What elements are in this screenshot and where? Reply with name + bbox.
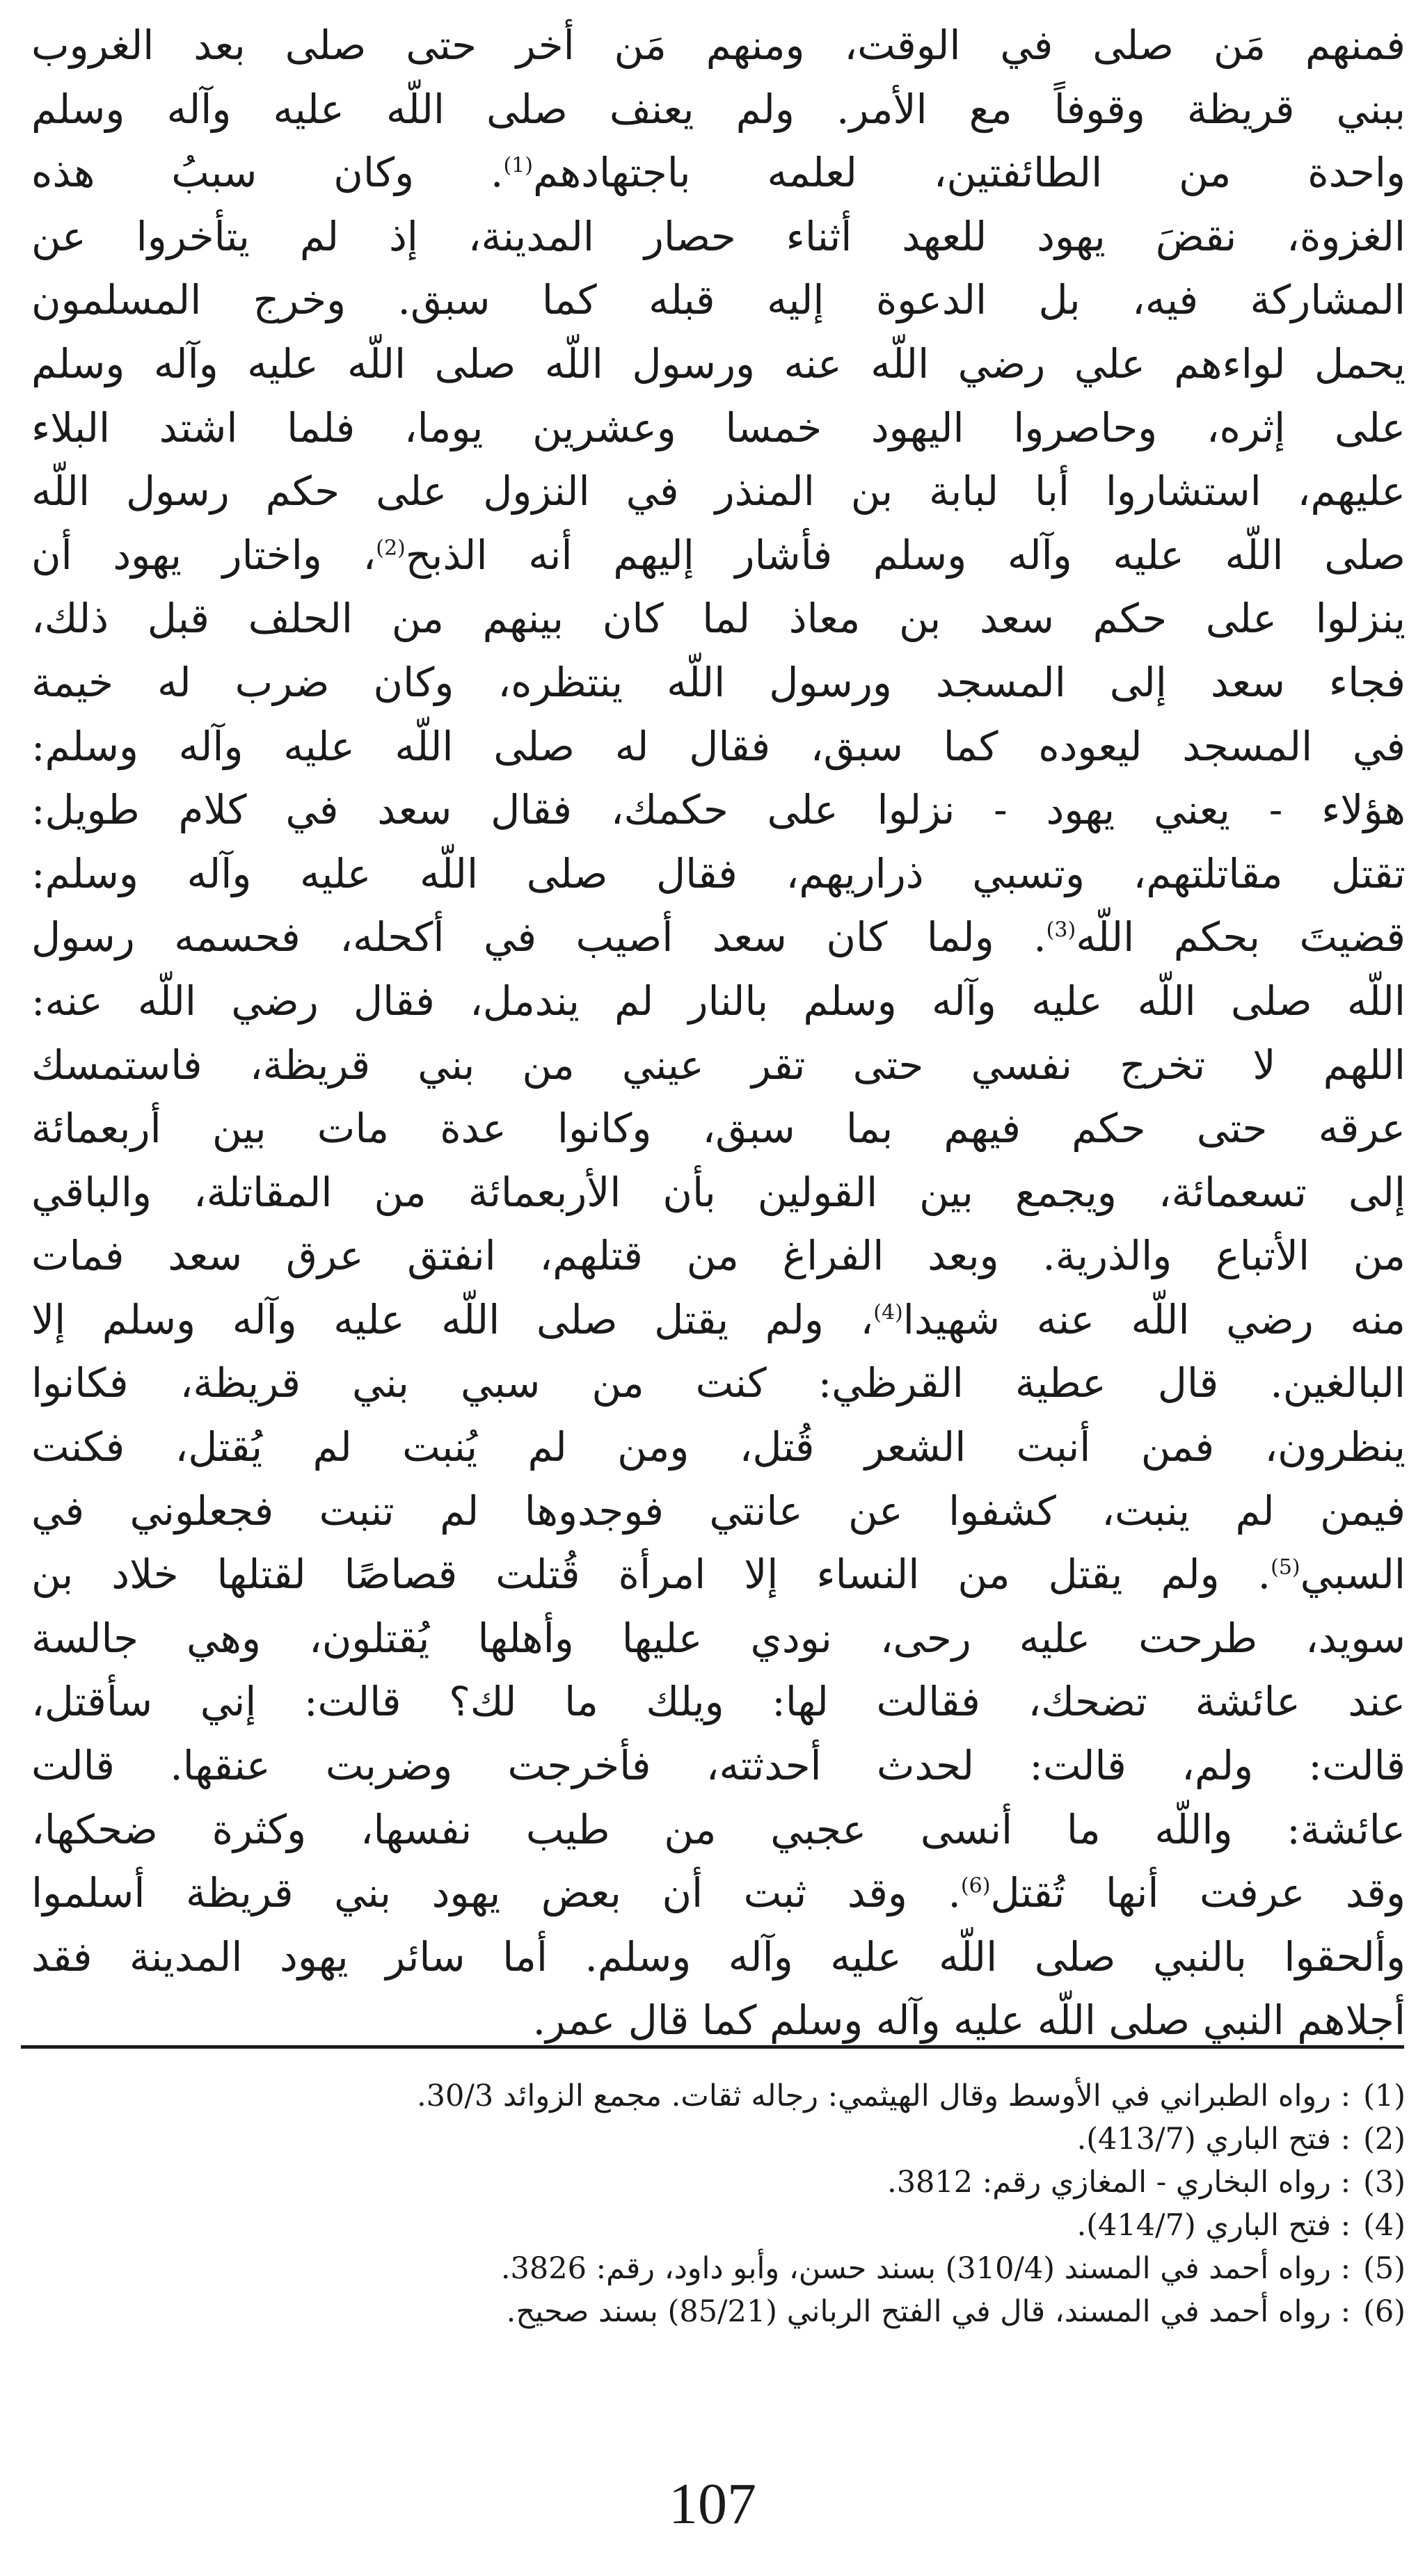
- text-fragment: واحدة من الطائفتين، لعلمه باجتهادهم: [532, 149, 1406, 197]
- text-line: المشاركة فيه، بل الدعوة إليه قبله كما سبق. وخرج المسلمون: [31, 276, 1406, 324]
- text-line: ينظرون، فمن أنبت الشعر قُتل، ومن لم يُنبت لم يُقتل، فكنت: [31, 1423, 1406, 1471]
- footnote-mark: (6): [960, 1873, 991, 1898]
- page-number: 107: [669, 2472, 756, 2536]
- footnote-text: : رواه البخاري - المغازي رقم: 3812.: [887, 2165, 1351, 2200]
- text-line: [31, 524, 1406, 588]
- footnote-number: (1): [1363, 2079, 1406, 2113]
- text-fragment: صلى اللّه عليه وآله وسلم فأشار إليهم أنه الذبح: [405, 531, 1406, 579]
- text-line: الغزوة، نقضَ يهود للعهد أثناء حصار المدينة، إذ لم يتأخروا عن: [31, 212, 1406, 260]
- footnote-number: (3): [1363, 2165, 1406, 2200]
- text-line: إلى تسعمائة، ويجمع بين القولين بأن الأربعمائة من المقاتلة، والباقي: [31, 1168, 1406, 1216]
- footnote: [31, 2074, 1406, 2118]
- footnote-text: : رواه أحمد في المسند (310/4) بسند حسن، وأبو داود، رقم: 3826.: [500, 2251, 1351, 2286]
- text-fragment: منه رضي اللّه عنه شهيدا: [902, 1295, 1406, 1343]
- text-fragment: ، واختار يهود أن: [31, 531, 376, 579]
- text-line: عليهم، استشاروا أبا لبابة بن المنذر في النزول على حكم رسول اللّه: [31, 467, 1406, 515]
- footnote-number: (2): [1363, 2122, 1406, 2157]
- text-line: عند عائشة تضحك، فقالت لها: ويلك ما لك؟ قالت: إني سأقتل،: [31, 1678, 1406, 1726]
- text-line: فيمن لم ينبت، كشفوا عن عانتي فوجدوها لم تنبت فجعلوني في: [31, 1487, 1406, 1535]
- footnote-text: : رواه أحمد في المسند، قال في الفتح الرباني (85/21) بسند صحيح.: [506, 2294, 1351, 2329]
- text-line: قالت: ولم، قالت: لحدث أحدثته، فأخرجت وضربت عنقها. قالت: [31, 1742, 1406, 1790]
- text-fragment: . وقد ثبت أن بعض يهود بني قريظة أسلموا: [31, 1869, 961, 1917]
- text-line: فجاء سعد إلى المسجد ورسول اللّه ينتظره، وكان ضرب له خيمة: [31, 658, 1406, 706]
- text-line: عرقه حتى حكم فيهم بما سبق، وكانوا عدة مات بين أربعمائة: [31, 1105, 1406, 1153]
- text-line: [31, 1862, 1406, 1926]
- text-fragment: قضيتَ بحكم اللّه: [1076, 913, 1406, 961]
- text-line: اللّه صلى اللّه عليه وآله وسلم بالنار لم يندمل، فقال رضي اللّه عنه:: [31, 977, 1406, 1025]
- text-fragment: ، ولم يقتل صلى اللّه عليه وآله وسلم إلا: [31, 1295, 874, 1343]
- text-line: أجلاهم النبي صلى اللّه عليه وآله وسلم كما قال عمر.: [532, 1997, 1406, 2045]
- text-line: البالغين. قال عطية القرظي: كنت من سبي بني قريظة، فكانوا: [31, 1359, 1406, 1407]
- footnote-mark: (4): [873, 1300, 903, 1325]
- text-line: [31, 1543, 1406, 1607]
- footnote-text: : فتح الباري (414/7).: [1076, 2208, 1351, 2243]
- footnote-text: : فتح الباري (413/7).: [1076, 2122, 1351, 2157]
- footnote: [31, 2161, 1406, 2204]
- text-line: [31, 1288, 1406, 1352]
- footnote-mark: (1): [503, 153, 533, 178]
- text-line: سويد، طرحت عليه رحى، نودي عليها وأهلها يُقتلون، وهي جالسة: [31, 1614, 1406, 1662]
- text-fragment: . ولما كان سعد أصيب في أكحله، فحسمه رسول: [31, 913, 1046, 961]
- footnote-mark: (3): [1046, 918, 1076, 943]
- footnote: [31, 2247, 1406, 2290]
- text-fragment: السبي: [1300, 1551, 1406, 1599]
- text-line: ينزلوا على حكم سعد بن معاذ لما كان بينهم من الحلف قبل ذلك،: [31, 595, 1406, 643]
- text-fragment: وكان سببُ هذه: [31, 149, 415, 197]
- text-line: وألحقوا بالنبي صلى اللّه عليه وآله وسلم. أما سائر يهود المدينة فقد: [31, 1933, 1406, 1981]
- text-fragment: وقد عرفت أنها تُقتل: [990, 1869, 1406, 1917]
- text-line: فمنهم مَن صلى في الوقت، ومنهم مَن أخر حتى صلى بعد الغروب: [31, 22, 1406, 69]
- text-line: عائشة: واللّه ما أنسى عجبي من طيب نفسها، وكثرة ضحكها،: [31, 1805, 1406, 1853]
- footnote-separator: [21, 2045, 1404, 2049]
- footnote-number: (4): [1363, 2208, 1406, 2243]
- text-fragment: . ولم يقتل من النساء إلا امرأة قُتلت قصاصًا لقتلها خلاد بن: [31, 1551, 1271, 1599]
- footnote-number: (5): [1363, 2251, 1406, 2286]
- footnote: [31, 2290, 1406, 2333]
- footnote-mark: (5): [1271, 1555, 1300, 1580]
- text-line: تقتل مقاتلتهم، وتسبي ذراريهم، فقال صلى اللّه عليه وآله وسلم:: [31, 849, 1406, 897]
- text-line: [31, 141, 1406, 205]
- main-text: [31, 14, 1406, 2053]
- text-line: في المسجد ليعوده كما سبق، فقال له صلى اللّه عليه وآله وسلم:: [31, 722, 1406, 770]
- footnote-mark: (2): [376, 536, 406, 561]
- footnotes: [31, 2074, 1406, 2333]
- text-line: ببني قريظة وقوفاً مع الأمر. ولم يعنف صلى اللّه عليه وآله وسلم: [31, 85, 1406, 133]
- text-line: يحمل لواءهم علي رضي اللّه عنه ورسول اللّه صلى اللّه عليه وآله وسلم: [31, 339, 1406, 387]
- text-line: اللهم لا تخرج نفسي حتى تقر عيني من بني قريظة، فاستمسك: [31, 1041, 1406, 1089]
- footnote: [31, 2204, 1406, 2247]
- text-line: هؤلاء - يعني يهود - نزلوا على حكمك، فقال سعد في كلام طويل:: [31, 786, 1406, 834]
- footnote: [31, 2118, 1406, 2161]
- text-line: على إثره، وحاصروا اليهود خمسا وعشرين يوما، فلما اشتد البلاء: [31, 403, 1406, 451]
- footnote-text: : رواه الطبراني في الأوسط وقال الهيثمي: رجاله ثقات. مجمع الزوائد 30/3.: [416, 2079, 1351, 2113]
- footnote-number: (6): [1363, 2294, 1406, 2329]
- text-line: [31, 906, 1406, 970]
- text-fragment: .: [414, 149, 504, 197]
- text-line: من الأتباع والذرية. وبعد الفراغ من قتلهم، انفتق عرق سعد فمات: [31, 1232, 1406, 1280]
